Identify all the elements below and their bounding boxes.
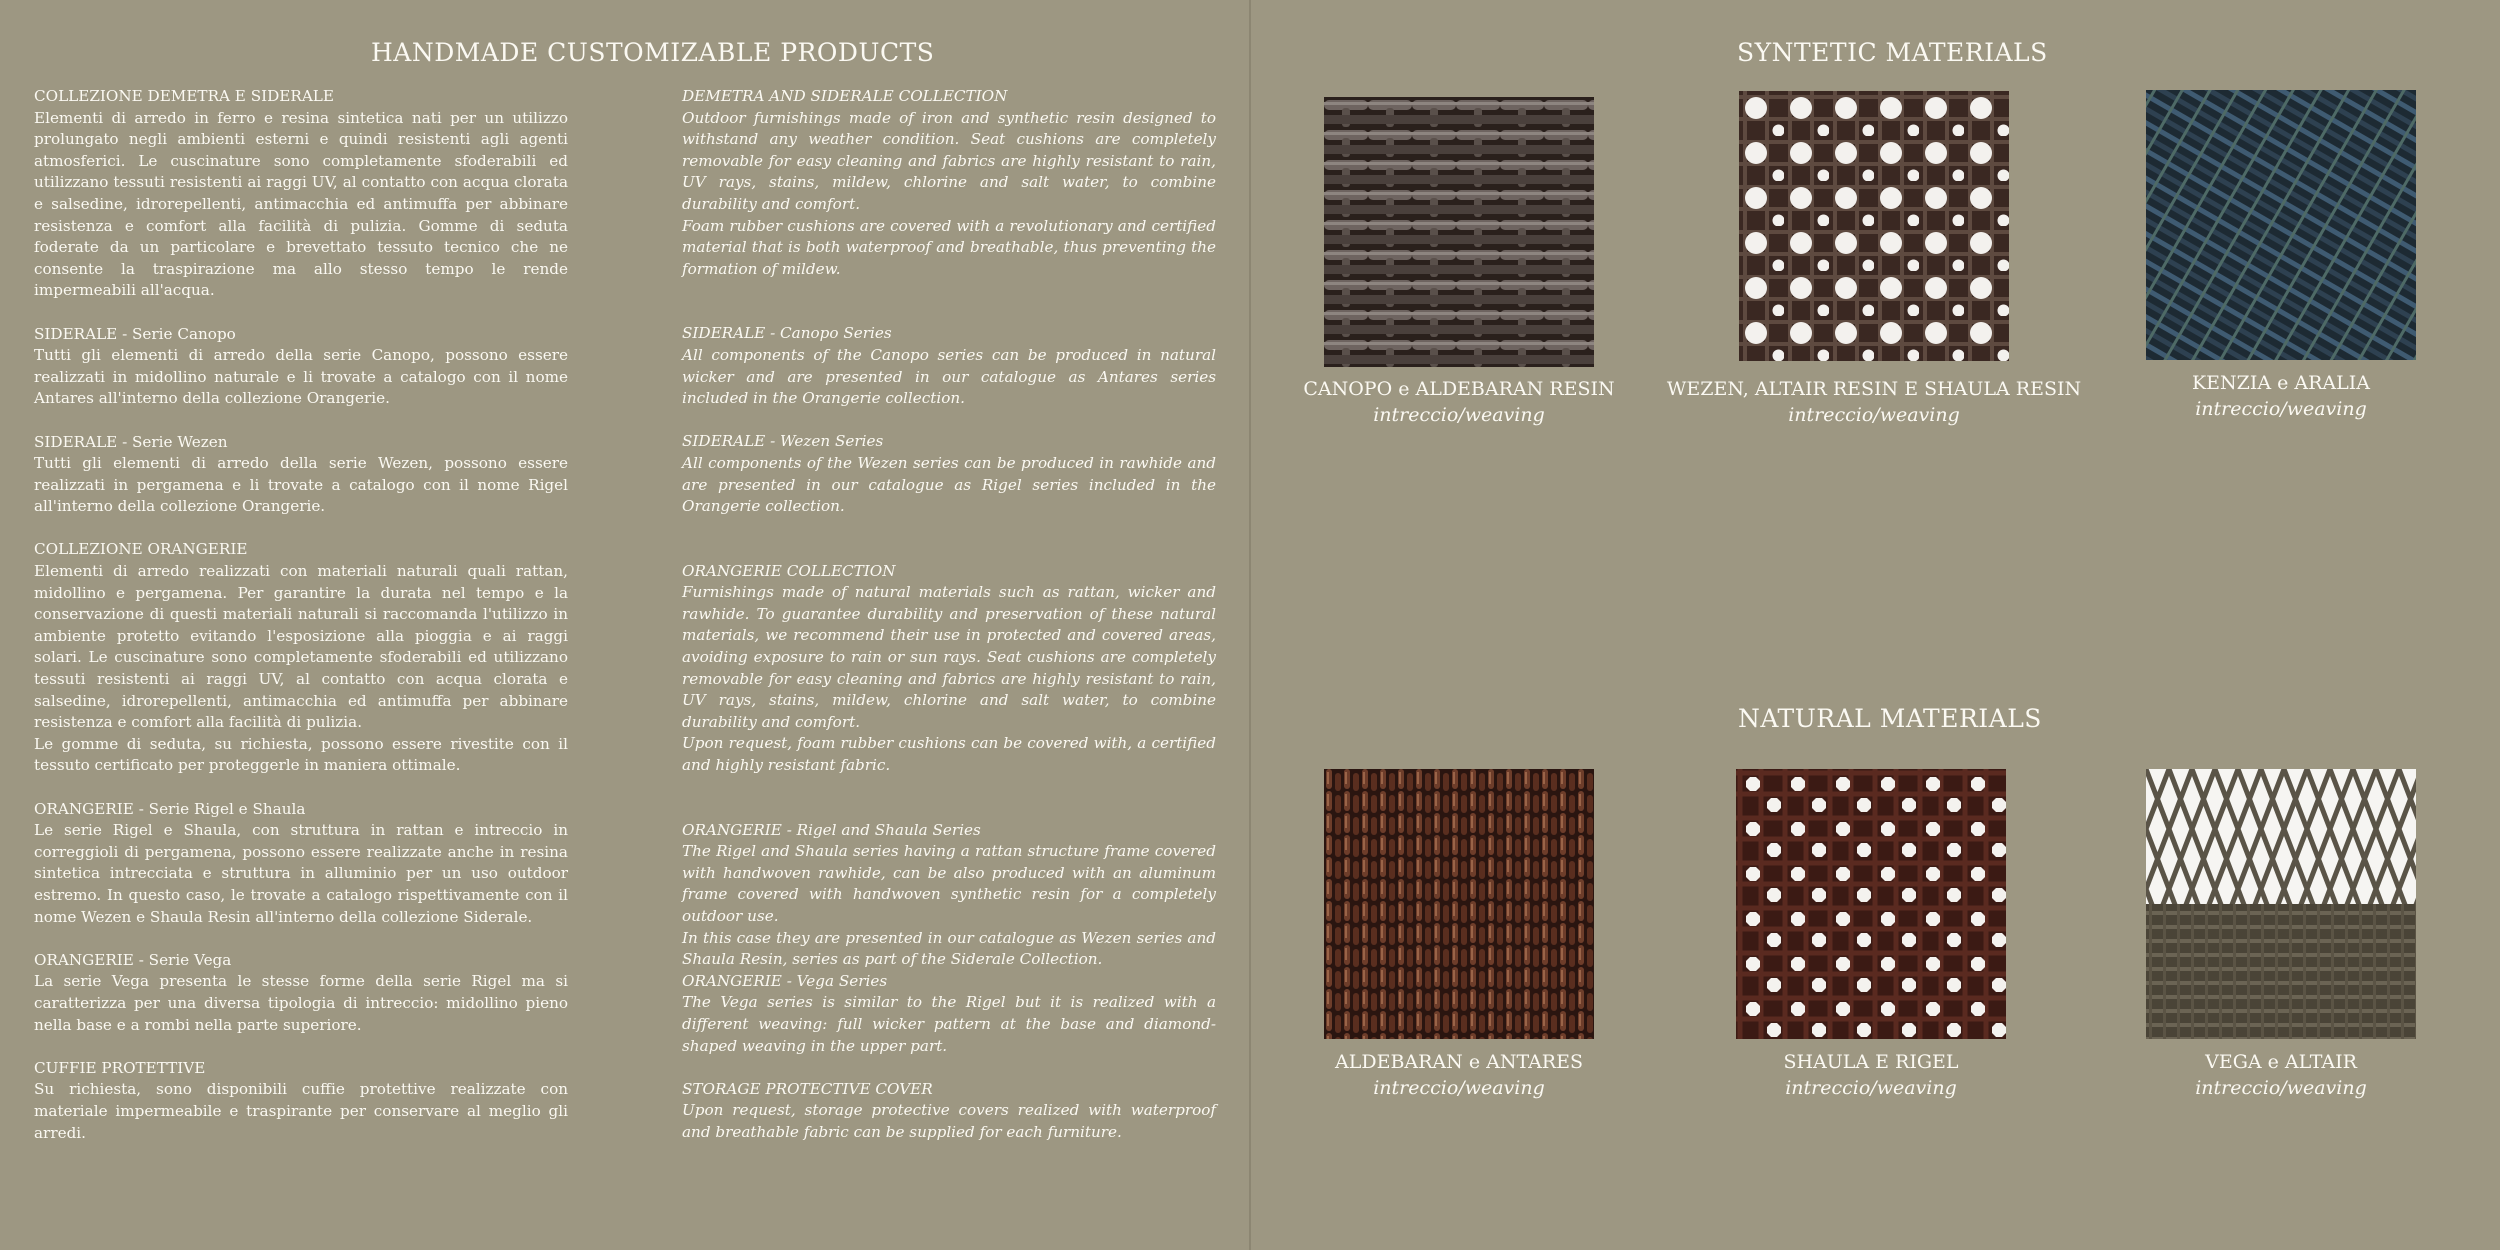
caption-vega <box>2061 1049 2500 1101</box>
caption-sub: intreccio/weaving <box>2195 1077 2367 1099</box>
caption-name: WEZEN, ALTAIR RESIN E SHAULA RESIN <box>1666 378 2082 400</box>
it-section-wezen <box>34 432 568 518</box>
en-section-cover <box>682 1079 1216 1144</box>
caption-kenzia <box>2061 370 2500 422</box>
section-body: Tutti gli elementi di arredo della serie Canopo, possono essere realizzati in midollino naturale e li trovate a catalogo con il nome Antares all'interno della collezione Orangerie. <box>34 346 568 408</box>
it-section-orangerie <box>34 539 568 777</box>
section-heading: STORAGE PROTECTIVE COVER <box>682 1079 933 1098</box>
canopo-resin-swatch <box>1324 97 1594 367</box>
aldebaran-antares-swatch <box>1324 769 1594 1039</box>
section-body: The Rigel and Shaula series having a rattan structure frame covered with handwoven rawhide, can be also produced with an aluminum frame covered with handwoven synthetic resin for a completely outdoor use. <box>682 842 1216 925</box>
section-heading: ORANGERIE - Serie Vega <box>34 950 232 969</box>
left-page-title: HANDMADE CUSTOMIZABLE PRODUCTS <box>371 38 935 67</box>
section-body: Upon request, foam rubber cushions can be covered with, a certified and highly resistant fabric. <box>682 734 1216 775</box>
section-body: In this case they are presented in our catalogue as Wezen series and Shaula Resin, series as part of the Siderale Collection. <box>682 928 1216 969</box>
section-heading: CUFFIE PROTETTIVE <box>34 1058 206 1077</box>
section-body: The Vega series is similar to the Rigel but it is realized with a different weaving: full wicker pattern at the base and diamond-shaped weaving in the upper part. <box>682 993 1216 1055</box>
caption-aldebaran <box>1239 1049 1679 1101</box>
section-heading: ORANGERIE - Serie Rigel e Shaula <box>34 799 306 818</box>
kenzia-aralia-swatch <box>2146 90 2416 360</box>
section-heading: ORANGERIE - Vega Series <box>682 971 888 990</box>
caption-canopo <box>1239 376 1679 428</box>
en-section-wezen <box>682 431 1216 517</box>
section-body: Tutti gli elementi di arredo della serie Wezen, possono essere realizzati in pergamena e li trovate a catalogo con il nome Rigel all'interno della collezione Orangerie. <box>34 454 568 516</box>
caption-name: KENZIA e ARALIA <box>2191 372 2371 394</box>
italian-column <box>34 86 568 1166</box>
section-body: All components of the Wezen series can be produced in rawhide and are presented in our catalogue as Rigel series included in the Orangerie collection. <box>682 453 1216 516</box>
it-section-canopo <box>34 324 568 410</box>
caption-sub: intreccio/weaving <box>1785 1077 1957 1099</box>
caption-sub: intreccio/weaving <box>1788 404 1960 426</box>
synthetic-materials-title: SYNTETIC MATERIALS <box>1737 38 2048 67</box>
section-body: Le serie Rigel e Shaula, con struttura in rattan e intreccio in correggioli di pergamena, possono essere realizzate anche in resina sintetica intrecciata e struttura in alluminio per un uso outdoor estremo. In questo caso, le trovate a catalogo rispettivamente con il nome Wezen e Shaula Resin all'interno della collezione Siderale. <box>34 821 568 926</box>
section-body: Foam rubber cushions are covered with a revolutionary and certified material that is both waterproof and breathable, thus preventing the formation of mildew. <box>682 216 1216 278</box>
section-heading: ORANGERIE COLLECTION <box>682 561 896 580</box>
en-section-rigel-shaula <box>682 820 1216 971</box>
en-section-demetra <box>682 86 1216 280</box>
en-section-orangerie <box>682 561 1216 777</box>
section-heading: SIDERALE - Serie Wezen <box>34 432 228 451</box>
vega-altair-swatch <box>2146 769 2416 1039</box>
section-heading: ORANGERIE - Rigel and Shaula Series <box>682 820 981 839</box>
caption-shaula <box>1651 1049 2091 1101</box>
natural-materials-title: NATURAL MATERIALS <box>1738 704 2042 733</box>
section-body: Furnishings made of natural materials such as rattan, wicker and rawhide. To guarantee durability and preservation of these natural materials, we recommend their use in protected and covered areas, avoiding exposure to rain or sun rays. Seat cushions are completely removable for easy cleaning and fabrics are highly resistant to rain, UV rays, stains, mildew, chlorine and salt water, to combine durability and comfort. <box>682 583 1216 731</box>
wezen-resin-swatch <box>1739 91 2009 361</box>
caption-name: SHAULA E RIGEL <box>1783 1051 1959 1073</box>
en-section-canopo <box>682 323 1216 409</box>
section-body: Le gomme di seduta, su richiesta, possono essere rivestite con il tessuto certificato per proteggerle in maniera ottimale. <box>34 734 568 775</box>
section-heading: SIDERALE - Wezen Series <box>682 432 884 451</box>
section-heading: SIDERALE - Serie Canopo <box>34 324 236 343</box>
section-body: All components of the Canopo series can be produced in natural wicker and are presented in our catalogue as Antares series included in the Orangerie collection. <box>682 345 1216 408</box>
section-body: La serie Vega presenta le stesse forme della serie Rigel ma si caratterizza per una diversa tipologia di intreccio: midollino pieno nella base e a rombi nella parte superiore. <box>34 972 568 1034</box>
caption-name: ALDEBARAN e ANTARES <box>1335 1051 1583 1073</box>
section-body: Su richiesta, sono disponibili cuffie protettive realizzate con materiale impermeabile e traspirante per conservare al meglio gli arredi. <box>34 1080 568 1142</box>
caption-sub: intreccio/weaving <box>2195 398 2367 420</box>
caption-name: VEGA e ALTAIR <box>2205 1051 2357 1073</box>
caption-sub: intreccio/weaving <box>1373 404 1545 426</box>
section-heading: COLLEZIONE ORANGERIE <box>34 540 248 559</box>
section-heading: SIDERALE - Canopo Series <box>682 324 892 343</box>
en-section-vega <box>682 971 1216 1057</box>
caption-name: CANOPO e ALDEBARAN RESIN <box>1303 378 1615 400</box>
section-body: Elementi di arredo realizzati con materiali naturali quali rattan, midollino e pergamena. Per garantire la durata nel tempo e la conservazione di questi materiali naturali si raccomanda l'utilizzo in ambiente protetto evitando l'esposizione alla pioggia e ai raggi solari. Le cuscinature sono completamente sfoderabili ed utilizzano tessuti resistenti ai raggi UV, al contatto con acqua clorata e salsedine, idrorepellenti, antimacchia ed antimuffa per abbinare resistenza e comfort alla facilità di pulizia. <box>34 562 568 732</box>
caption-sub: intreccio/weaving <box>1373 1077 1545 1099</box>
it-section-cuffie <box>34 1058 568 1144</box>
section-heading: COLLEZIONE DEMETRA E SIDERALE <box>34 87 334 105</box>
it-section-demetra <box>34 86 568 302</box>
section-body: Outdoor furnishings made of iron and synthetic resin designed to withstand any weather condition. Seat cushions are completely removable for easy cleaning and fabrics are highly resistant to rain, UV rays, stains, mildew, chlorine and salt water, to combine durability and comfort. <box>682 108 1216 213</box>
shaula-rigel-swatch <box>1736 769 2006 1039</box>
english-column <box>682 86 1216 1165</box>
section-heading: DEMETRA AND SIDERALE COLLECTION <box>682 87 1008 105</box>
caption-wezen <box>1654 376 2094 428</box>
it-section-vega <box>34 950 568 1036</box>
it-section-rigel-shaula <box>34 799 568 929</box>
section-body: Upon request, storage protective covers realized with waterproof and breathable fabric can be supplied for each furniture. <box>682 1101 1216 1141</box>
section-body: Elementi di arredo in ferro e resina sintetica nati per un utilizzo prolungato negli ambienti esterni e quindi resistenti agli agenti atmosferici. Le cuscinature sono completamente sfoderabili ed utilizzano tessuti resistenti ai raggi UV, al contatto con acqua clorata e salsedine, idrorepellenti, antimacchia ed antimuffa per abbinare resistenza e comfort alla facilità di pulizia. Gomme di seduta foderate da un particolare e brevettato tessuto tecnico che ne consente la traspirazione ma allo stesso tempo le rende impermeabili all'acqua. <box>34 108 568 300</box>
